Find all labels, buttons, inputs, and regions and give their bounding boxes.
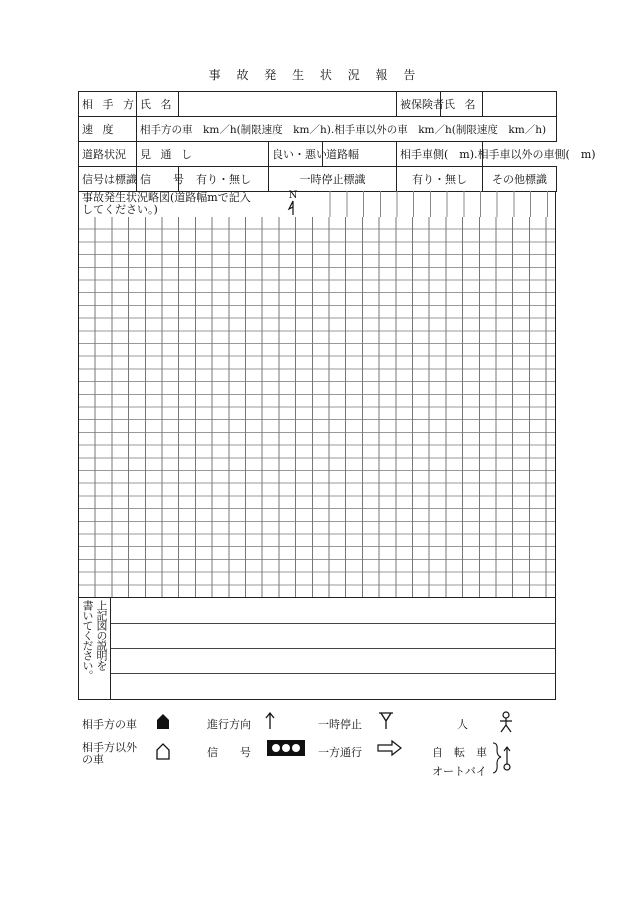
sketch-label-line1: 事故発生状況略図(道路幅mで記入 — [82, 191, 251, 204]
sketch-label — [82, 192, 292, 216]
party-label: 相 手 方 — [79, 92, 137, 117]
sketch-header — [79, 191, 555, 217]
up-arrow-icon — [265, 712, 275, 730]
outline-car-icon — [156, 743, 170, 760]
party-name-label: 氏 名 — [137, 92, 179, 117]
legend-other-car-label-1: 相手方以外 — [82, 741, 137, 754]
legend-bicycle-label: 自 転 車 — [432, 746, 487, 759]
road-width-value[interactable]: 相手車側( m).相手車以外の車側( m) — [397, 142, 483, 167]
legend-motorbike-label: オートバイ — [432, 765, 487, 778]
legend-one-way-label: 一方通行 — [318, 746, 362, 759]
insured-name-field[interactable] — [483, 92, 557, 117]
stop-sign-label: 一時停止標識 — [269, 167, 397, 192]
signal-label: 信 号 — [137, 167, 179, 192]
description-line — [111, 648, 555, 649]
stop-sign-value[interactable]: 有り・無し — [397, 167, 483, 192]
north-label: N — [288, 190, 298, 201]
party-row — [79, 92, 557, 117]
sketch-description-area[interactable] — [78, 598, 556, 700]
description-vertical-label — [79, 598, 111, 699]
signal-value[interactable]: 有り・無し — [179, 167, 269, 192]
page-title: 事 故 発 生 状 況 報 告 — [208, 68, 422, 82]
description-line — [111, 673, 555, 674]
person-icon — [498, 711, 514, 733]
speed-label: 速 度 — [79, 117, 137, 142]
insured-name-label: 氏 名 — [441, 92, 483, 117]
sign-label: 信号は標識 — [79, 167, 137, 192]
sketch-label-line2: してください。) — [82, 203, 158, 216]
description-col2: 書いてください。 — [81, 600, 94, 680]
two-wheeler-icon — [492, 742, 514, 776]
description-col1: 上記図の説明を — [95, 600, 108, 670]
description-line — [111, 623, 555, 624]
filled-car-icon — [156, 713, 170, 730]
stop-sign-icon — [378, 712, 394, 730]
road-row — [79, 142, 557, 167]
party-name-field[interactable] — [179, 92, 397, 117]
legend-direction-label: 進行方向 — [207, 718, 251, 731]
legend-party-car-label: 相手方の車 — [82, 718, 137, 731]
visibility-value[interactable]: 良い・悪い — [269, 142, 323, 167]
traffic-signal-icon — [267, 740, 305, 756]
accident-sketch-grid[interactable] — [78, 191, 556, 598]
legend-stop-label: 一時停止 — [318, 718, 362, 731]
road-width-label: 道路幅 — [323, 142, 397, 167]
speed-content[interactable]: 相手方の車 km／h(制限速度 km／h).相手車以外の車 km／h(制限速度 km／h) — [137, 117, 557, 142]
speed-row — [79, 117, 557, 142]
sign-row — [79, 167, 557, 192]
road-condition-label: 道路状況 — [79, 142, 137, 167]
insured-label: 被保険者 — [397, 92, 441, 117]
north-arrow-icon — [287, 191, 299, 218]
visibility-label: 見 通 し — [137, 142, 269, 167]
one-way-arrow-icon — [377, 740, 403, 756]
other-sign-label: その他標識 — [483, 167, 557, 192]
legend-other-car-label-2: の車 — [82, 753, 104, 766]
report-form-table — [78, 91, 596, 192]
legend-person-label: 人 — [457, 718, 468, 731]
legend-signal-label: 信 号 — [207, 746, 251, 759]
